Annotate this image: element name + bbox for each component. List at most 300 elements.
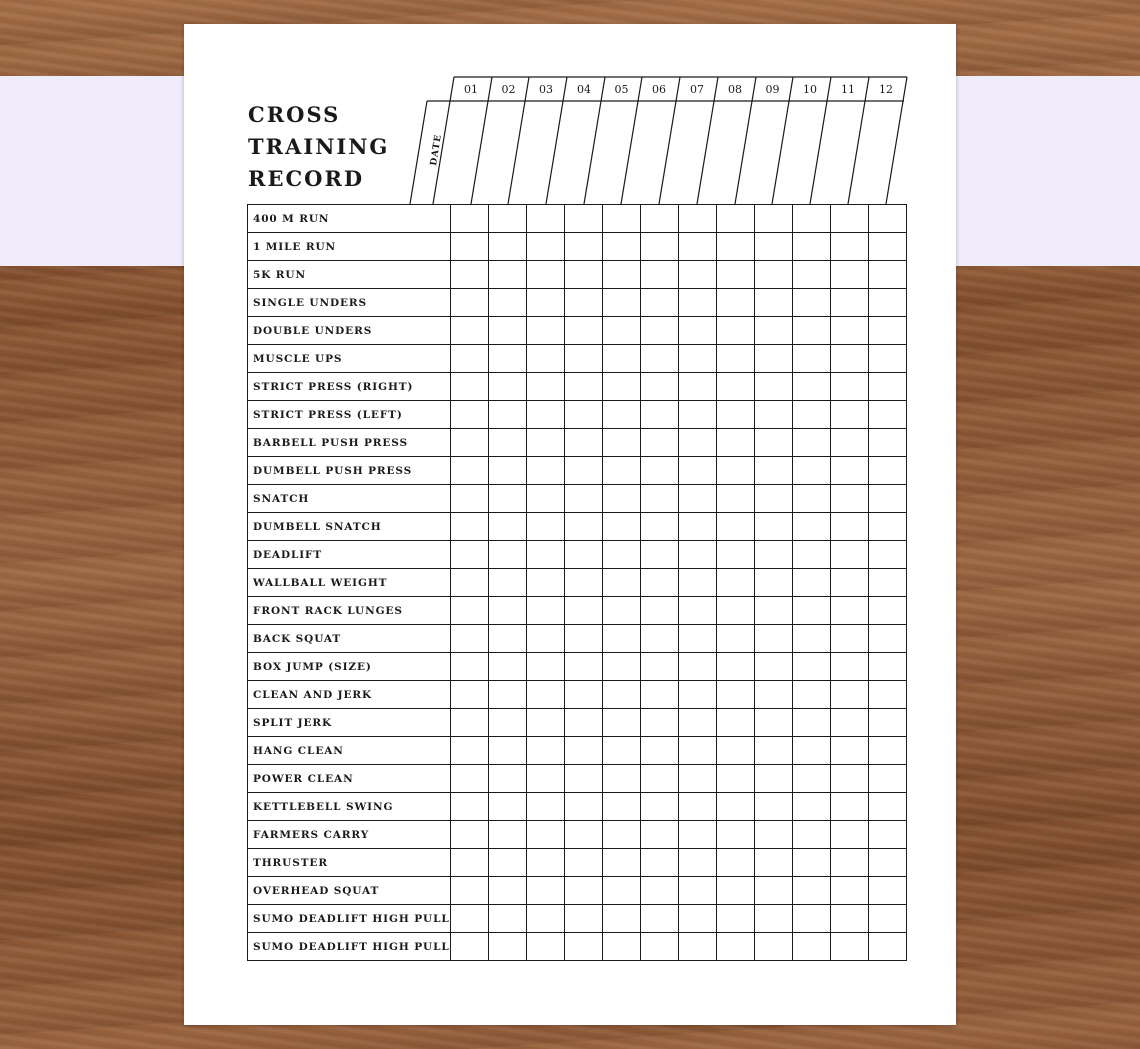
entry-cell[interactable]	[564, 345, 602, 373]
entry-cell[interactable]	[450, 793, 488, 821]
entry-cell[interactable]	[716, 513, 754, 541]
entry-cell[interactable]	[792, 373, 830, 401]
entry-cell[interactable]	[640, 457, 678, 485]
entry-cell[interactable]	[450, 821, 488, 849]
entry-cell[interactable]	[526, 233, 564, 261]
entry-cell[interactable]	[640, 681, 678, 709]
entry-cell[interactable]	[640, 709, 678, 737]
entry-cell[interactable]	[716, 849, 754, 877]
entry-cell[interactable]	[716, 261, 754, 289]
entry-cell[interactable]	[488, 877, 526, 905]
entry-cell[interactable]	[450, 597, 488, 625]
entry-cell[interactable]	[602, 709, 640, 737]
entry-cell[interactable]	[830, 569, 868, 597]
entry-cell[interactable]	[450, 261, 488, 289]
entry-cell[interactable]	[602, 765, 640, 793]
entry-cell[interactable]	[564, 457, 602, 485]
entry-cell[interactable]	[716, 569, 754, 597]
entry-cell[interactable]	[564, 261, 602, 289]
entry-cell[interactable]	[716, 541, 754, 569]
entry-cell[interactable]	[716, 793, 754, 821]
entry-cell[interactable]	[526, 373, 564, 401]
entry-cell[interactable]	[792, 205, 830, 233]
entry-cell[interactable]	[754, 485, 792, 513]
entry-cell[interactable]	[640, 233, 678, 261]
entry-cell[interactable]	[830, 625, 868, 653]
entry-cell[interactable]	[488, 401, 526, 429]
entry-cell[interactable]	[754, 317, 792, 345]
entry-cell[interactable]	[678, 625, 716, 653]
entry-cell[interactable]	[526, 905, 564, 933]
entry-cell[interactable]	[488, 513, 526, 541]
entry-cell[interactable]	[450, 485, 488, 513]
entry-cell[interactable]	[754, 681, 792, 709]
entry-cell[interactable]	[602, 821, 640, 849]
entry-cell[interactable]	[754, 261, 792, 289]
entry-cell[interactable]	[716, 457, 754, 485]
entry-cell[interactable]	[488, 653, 526, 681]
entry-cell[interactable]	[716, 653, 754, 681]
entry-cell[interactable]	[640, 653, 678, 681]
entry-cell[interactable]	[564, 317, 602, 345]
entry-cell[interactable]	[564, 821, 602, 849]
entry-cell[interactable]	[830, 233, 868, 261]
entry-cell[interactable]	[830, 317, 868, 345]
entry-cell[interactable]	[450, 205, 488, 233]
entry-cell[interactable]	[678, 429, 716, 457]
entry-cell[interactable]	[792, 597, 830, 625]
entry-cell[interactable]	[792, 681, 830, 709]
entry-cell[interactable]	[564, 205, 602, 233]
entry-cell[interactable]	[526, 289, 564, 317]
entry-cell[interactable]	[450, 737, 488, 765]
entry-cell[interactable]	[602, 625, 640, 653]
entry-cell[interactable]	[678, 457, 716, 485]
entry-cell[interactable]	[640, 933, 678, 961]
entry-cell[interactable]	[488, 681, 526, 709]
entry-cell[interactable]	[526, 821, 564, 849]
entry-cell[interactable]	[526, 737, 564, 765]
entry-cell[interactable]	[868, 877, 906, 905]
entry-cell[interactable]	[716, 905, 754, 933]
entry-cell[interactable]	[678, 877, 716, 905]
entry-cell[interactable]	[526, 709, 564, 737]
entry-cell[interactable]	[792, 933, 830, 961]
entry-cell[interactable]	[868, 513, 906, 541]
entry-cell[interactable]	[754, 401, 792, 429]
entry-cell[interactable]	[602, 289, 640, 317]
entry-cell[interactable]	[678, 289, 716, 317]
entry-cell[interactable]	[564, 289, 602, 317]
entry-cell[interactable]	[640, 401, 678, 429]
entry-cell[interactable]	[602, 569, 640, 597]
entry-cell[interactable]	[602, 933, 640, 961]
entry-cell[interactable]	[868, 289, 906, 317]
entry-cell[interactable]	[868, 821, 906, 849]
entry-cell[interactable]	[868, 261, 906, 289]
entry-cell[interactable]	[488, 625, 526, 653]
entry-cell[interactable]	[450, 373, 488, 401]
entry-cell[interactable]	[678, 765, 716, 793]
entry-cell[interactable]	[450, 933, 488, 961]
entry-cell[interactable]	[716, 625, 754, 653]
entry-cell[interactable]	[526, 401, 564, 429]
entry-cell[interactable]	[488, 737, 526, 765]
entry-cell[interactable]	[678, 737, 716, 765]
entry-cell[interactable]	[640, 317, 678, 345]
entry-cell[interactable]	[450, 569, 488, 597]
entry-cell[interactable]	[830, 709, 868, 737]
entry-cell[interactable]	[754, 821, 792, 849]
entry-cell[interactable]	[526, 681, 564, 709]
entry-cell[interactable]	[602, 205, 640, 233]
entry-cell[interactable]	[526, 933, 564, 961]
entry-cell[interactable]	[716, 373, 754, 401]
entry-cell[interactable]	[450, 457, 488, 485]
entry-cell[interactable]	[754, 513, 792, 541]
entry-cell[interactable]	[868, 317, 906, 345]
entry-cell[interactable]	[526, 513, 564, 541]
entry-cell[interactable]	[640, 205, 678, 233]
entry-cell[interactable]	[526, 205, 564, 233]
entry-cell[interactable]	[792, 765, 830, 793]
entry-cell[interactable]	[754, 373, 792, 401]
entry-cell[interactable]	[488, 429, 526, 457]
entry-cell[interactable]	[564, 849, 602, 877]
entry-cell[interactable]	[564, 765, 602, 793]
entry-cell[interactable]	[678, 905, 716, 933]
entry-cell[interactable]	[450, 233, 488, 261]
entry-cell[interactable]	[526, 625, 564, 653]
entry-cell[interactable]	[792, 317, 830, 345]
entry-cell[interactable]	[640, 485, 678, 513]
entry-cell[interactable]	[678, 345, 716, 373]
entry-cell[interactable]	[602, 513, 640, 541]
entry-cell[interactable]	[602, 597, 640, 625]
entry-cell[interactable]	[564, 625, 602, 653]
entry-cell[interactable]	[792, 485, 830, 513]
entry-cell[interactable]	[640, 877, 678, 905]
entry-cell[interactable]	[868, 205, 906, 233]
entry-cell[interactable]	[716, 933, 754, 961]
entry-cell[interactable]	[792, 821, 830, 849]
entry-cell[interactable]	[716, 345, 754, 373]
entry-cell[interactable]	[868, 429, 906, 457]
entry-cell[interactable]	[450, 429, 488, 457]
entry-cell[interactable]	[640, 261, 678, 289]
entry-cell[interactable]	[564, 401, 602, 429]
entry-cell[interactable]	[450, 681, 488, 709]
entry-cell[interactable]	[488, 373, 526, 401]
entry-cell[interactable]	[678, 401, 716, 429]
entry-cell[interactable]	[792, 429, 830, 457]
entry-cell[interactable]	[868, 793, 906, 821]
entry-cell[interactable]	[754, 541, 792, 569]
entry-cell[interactable]	[526, 541, 564, 569]
entry-cell[interactable]	[602, 849, 640, 877]
entry-cell[interactable]	[792, 793, 830, 821]
entry-cell[interactable]	[678, 317, 716, 345]
entry-cell[interactable]	[792, 625, 830, 653]
entry-cell[interactable]	[602, 233, 640, 261]
entry-cell[interactable]	[450, 289, 488, 317]
entry-cell[interactable]	[754, 429, 792, 457]
entry-cell[interactable]	[602, 681, 640, 709]
entry-cell[interactable]	[526, 793, 564, 821]
entry-cell[interactable]	[754, 597, 792, 625]
entry-cell[interactable]	[792, 513, 830, 541]
entry-cell[interactable]	[602, 793, 640, 821]
entry-cell[interactable]	[678, 821, 716, 849]
entry-cell[interactable]	[526, 485, 564, 513]
entry-cell[interactable]	[564, 877, 602, 905]
entry-cell[interactable]	[564, 485, 602, 513]
entry-cell[interactable]	[640, 765, 678, 793]
entry-cell[interactable]	[640, 569, 678, 597]
entry-cell[interactable]	[830, 681, 868, 709]
entry-cell[interactable]	[488, 569, 526, 597]
entry-cell[interactable]	[488, 709, 526, 737]
entry-cell[interactable]	[830, 653, 868, 681]
entry-cell[interactable]	[602, 485, 640, 513]
entry-cell[interactable]	[754, 709, 792, 737]
entry-cell[interactable]	[488, 289, 526, 317]
entry-cell[interactable]	[868, 709, 906, 737]
entry-cell[interactable]	[602, 429, 640, 457]
entry-cell[interactable]	[716, 485, 754, 513]
entry-cell[interactable]	[868, 681, 906, 709]
entry-cell[interactable]	[754, 653, 792, 681]
entry-cell[interactable]	[868, 401, 906, 429]
entry-cell[interactable]	[678, 793, 716, 821]
entry-cell[interactable]	[564, 737, 602, 765]
entry-cell[interactable]	[450, 401, 488, 429]
entry-cell[interactable]	[488, 205, 526, 233]
entry-cell[interactable]	[792, 345, 830, 373]
entry-cell[interactable]	[564, 541, 602, 569]
entry-cell[interactable]	[526, 457, 564, 485]
entry-cell[interactable]	[868, 737, 906, 765]
entry-cell[interactable]	[678, 597, 716, 625]
entry-cell[interactable]	[830, 821, 868, 849]
entry-cell[interactable]	[830, 261, 868, 289]
entry-cell[interactable]	[830, 289, 868, 317]
entry-cell[interactable]	[564, 569, 602, 597]
entry-cell[interactable]	[678, 233, 716, 261]
entry-cell[interactable]	[602, 317, 640, 345]
entry-cell[interactable]	[450, 513, 488, 541]
entry-cell[interactable]	[754, 289, 792, 317]
entry-cell[interactable]	[830, 765, 868, 793]
entry-cell[interactable]	[678, 933, 716, 961]
entry-cell[interactable]	[716, 597, 754, 625]
entry-cell[interactable]	[526, 569, 564, 597]
entry-cell[interactable]	[678, 373, 716, 401]
entry-cell[interactable]	[678, 485, 716, 513]
entry-cell[interactable]	[830, 877, 868, 905]
entry-cell[interactable]	[450, 317, 488, 345]
entry-cell[interactable]	[450, 849, 488, 877]
entry-cell[interactable]	[830, 933, 868, 961]
entry-cell[interactable]	[564, 373, 602, 401]
entry-cell[interactable]	[640, 737, 678, 765]
entry-cell[interactable]	[868, 345, 906, 373]
entry-cell[interactable]	[602, 737, 640, 765]
entry-cell[interactable]	[564, 905, 602, 933]
entry-cell[interactable]	[526, 597, 564, 625]
entry-cell[interactable]	[602, 345, 640, 373]
entry-cell[interactable]	[488, 485, 526, 513]
entry-cell[interactable]	[716, 429, 754, 457]
entry-cell[interactable]	[564, 653, 602, 681]
entry-cell[interactable]	[526, 345, 564, 373]
entry-cell[interactable]	[868, 625, 906, 653]
entry-cell[interactable]	[792, 905, 830, 933]
entry-cell[interactable]	[602, 541, 640, 569]
entry-cell[interactable]	[716, 401, 754, 429]
entry-cell[interactable]	[716, 233, 754, 261]
entry-cell[interactable]	[602, 457, 640, 485]
entry-cell[interactable]	[792, 261, 830, 289]
entry-cell[interactable]	[868, 765, 906, 793]
entry-cell[interactable]	[488, 905, 526, 933]
entry-cell[interactable]	[830, 373, 868, 401]
entry-cell[interactable]	[716, 821, 754, 849]
entry-cell[interactable]	[868, 849, 906, 877]
entry-cell[interactable]	[830, 905, 868, 933]
entry-cell[interactable]	[830, 793, 868, 821]
entry-cell[interactable]	[868, 653, 906, 681]
entry-cell[interactable]	[754, 905, 792, 933]
entry-cell[interactable]	[526, 261, 564, 289]
entry-cell[interactable]	[488, 933, 526, 961]
entry-cell[interactable]	[754, 457, 792, 485]
entry-cell[interactable]	[830, 513, 868, 541]
entry-cell[interactable]	[564, 793, 602, 821]
entry-cell[interactable]	[716, 317, 754, 345]
entry-cell[interactable]	[678, 261, 716, 289]
entry-cell[interactable]	[678, 653, 716, 681]
entry-cell[interactable]	[754, 737, 792, 765]
entry-cell[interactable]	[602, 905, 640, 933]
entry-cell[interactable]	[868, 597, 906, 625]
entry-cell[interactable]	[830, 205, 868, 233]
entry-cell[interactable]	[792, 653, 830, 681]
entry-cell[interactable]	[678, 513, 716, 541]
entry-cell[interactable]	[488, 233, 526, 261]
entry-cell[interactable]	[868, 569, 906, 597]
entry-cell[interactable]	[868, 457, 906, 485]
entry-cell[interactable]	[792, 849, 830, 877]
entry-cell[interactable]	[640, 625, 678, 653]
entry-cell[interactable]	[830, 485, 868, 513]
entry-cell[interactable]	[830, 737, 868, 765]
entry-cell[interactable]	[488, 541, 526, 569]
entry-cell[interactable]	[754, 793, 792, 821]
entry-cell[interactable]	[754, 849, 792, 877]
entry-cell[interactable]	[564, 513, 602, 541]
entry-cell[interactable]	[564, 681, 602, 709]
entry-cell[interactable]	[716, 877, 754, 905]
entry-cell[interactable]	[868, 233, 906, 261]
entry-cell[interactable]	[450, 709, 488, 737]
entry-cell[interactable]	[602, 261, 640, 289]
entry-cell[interactable]	[450, 625, 488, 653]
entry-cell[interactable]	[526, 849, 564, 877]
entry-cell[interactable]	[602, 653, 640, 681]
entry-cell[interactable]	[678, 205, 716, 233]
entry-cell[interactable]	[754, 877, 792, 905]
entry-cell[interactable]	[564, 429, 602, 457]
entry-cell[interactable]	[830, 597, 868, 625]
entry-cell[interactable]	[640, 849, 678, 877]
entry-cell[interactable]	[526, 429, 564, 457]
entry-cell[interactable]	[792, 737, 830, 765]
entry-cell[interactable]	[868, 373, 906, 401]
entry-cell[interactable]	[830, 541, 868, 569]
entry-cell[interactable]	[640, 793, 678, 821]
entry-cell[interactable]	[792, 541, 830, 569]
entry-cell[interactable]	[526, 877, 564, 905]
entry-cell[interactable]	[792, 233, 830, 261]
entry-cell[interactable]	[564, 933, 602, 961]
entry-cell[interactable]	[868, 541, 906, 569]
entry-cell[interactable]	[640, 541, 678, 569]
entry-cell[interactable]	[754, 569, 792, 597]
entry-cell[interactable]	[564, 709, 602, 737]
entry-cell[interactable]	[678, 709, 716, 737]
entry-cell[interactable]	[754, 765, 792, 793]
entry-cell[interactable]	[640, 345, 678, 373]
entry-cell[interactable]	[526, 765, 564, 793]
entry-cell[interactable]	[526, 653, 564, 681]
entry-cell[interactable]	[868, 905, 906, 933]
entry-cell[interactable]	[792, 401, 830, 429]
entry-cell[interactable]	[488, 317, 526, 345]
entry-cell[interactable]	[602, 401, 640, 429]
entry-cell[interactable]	[868, 485, 906, 513]
entry-cell[interactable]	[792, 289, 830, 317]
entry-cell[interactable]	[678, 541, 716, 569]
entry-cell[interactable]	[450, 765, 488, 793]
entry-cell[interactable]	[640, 513, 678, 541]
entry-cell[interactable]	[488, 849, 526, 877]
entry-cell[interactable]	[602, 877, 640, 905]
entry-cell[interactable]	[488, 821, 526, 849]
entry-cell[interactable]	[450, 905, 488, 933]
entry-cell[interactable]	[754, 345, 792, 373]
entry-cell[interactable]	[830, 457, 868, 485]
entry-cell[interactable]	[678, 849, 716, 877]
entry-cell[interactable]	[754, 205, 792, 233]
entry-cell[interactable]	[488, 457, 526, 485]
entry-cell[interactable]	[830, 849, 868, 877]
entry-cell[interactable]	[640, 289, 678, 317]
entry-cell[interactable]	[488, 597, 526, 625]
entry-cell[interactable]	[830, 345, 868, 373]
entry-cell[interactable]	[488, 345, 526, 373]
entry-cell[interactable]	[450, 541, 488, 569]
entry-cell[interactable]	[450, 877, 488, 905]
entry-cell[interactable]	[716, 289, 754, 317]
entry-cell[interactable]	[792, 709, 830, 737]
entry-cell[interactable]	[602, 373, 640, 401]
entry-cell[interactable]	[792, 877, 830, 905]
entry-cell[interactable]	[678, 681, 716, 709]
entry-cell[interactable]	[640, 429, 678, 457]
entry-cell[interactable]	[830, 429, 868, 457]
entry-cell[interactable]	[754, 625, 792, 653]
